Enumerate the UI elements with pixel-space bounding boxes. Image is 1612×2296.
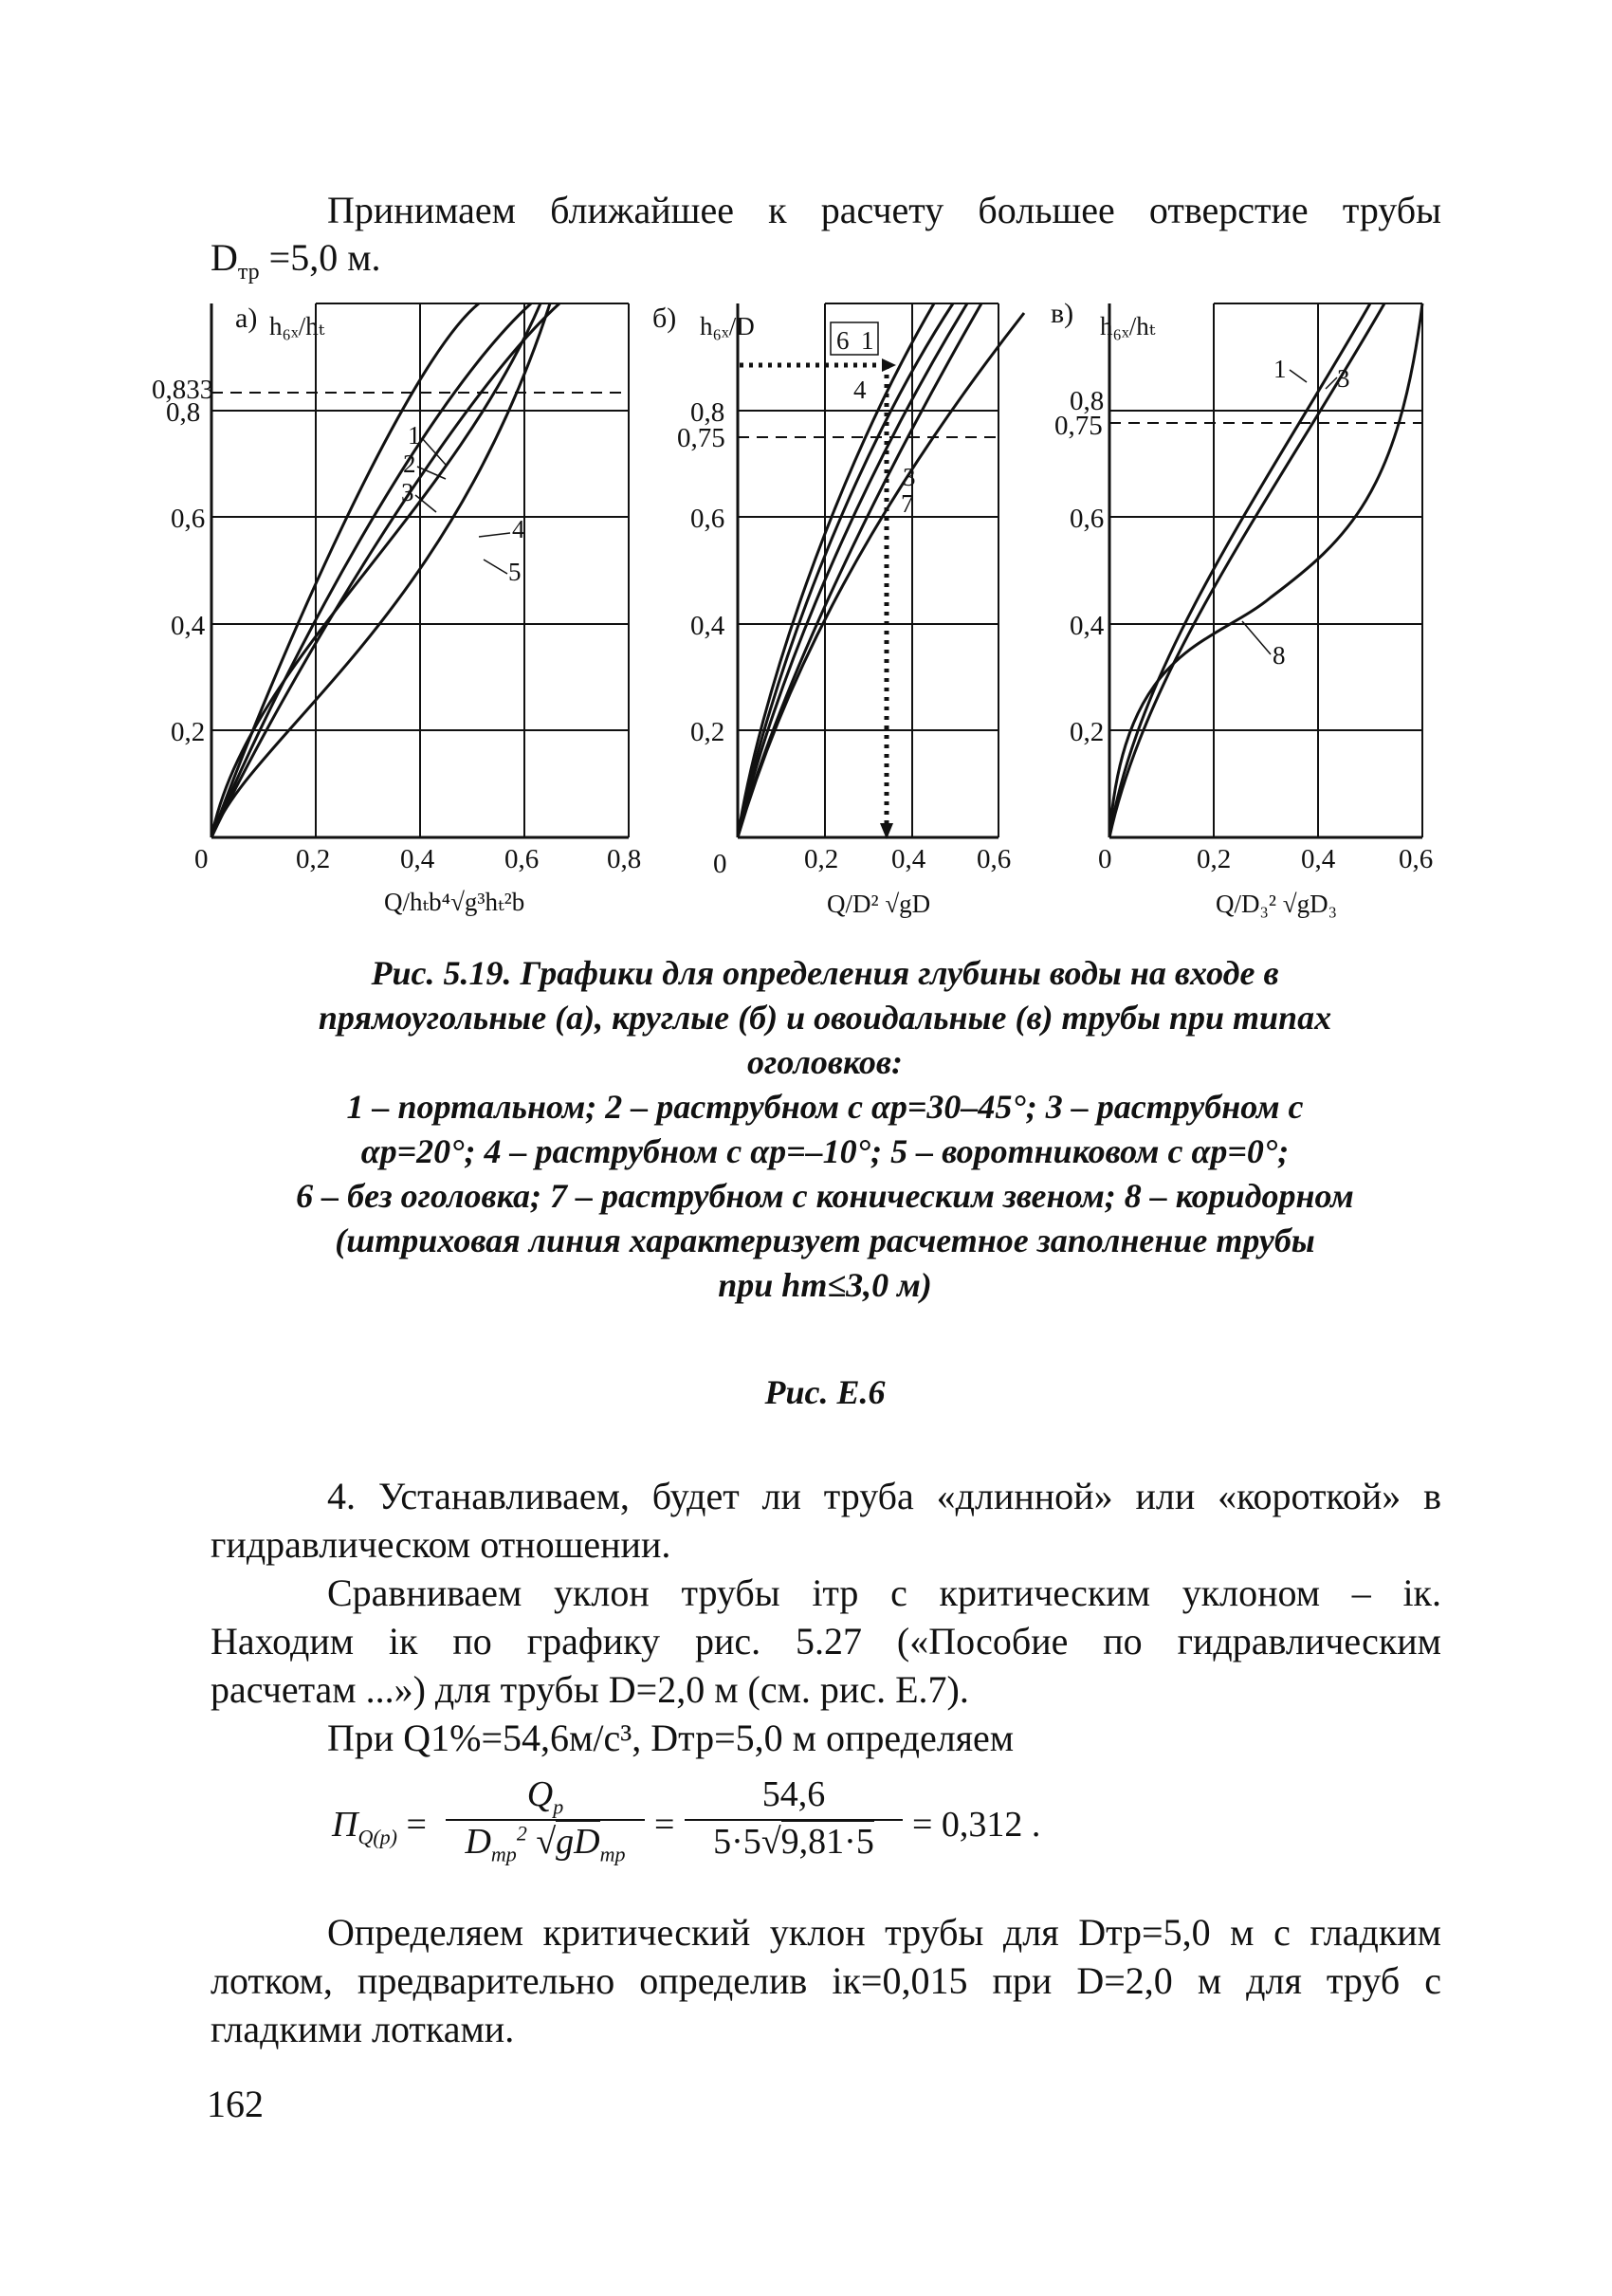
para-5-line-1: Сравниваем уклон трубы iтр с критическим уклоном – iк. — [327, 1571, 1441, 1614]
panel-b-xticks — [713, 844, 1011, 879]
panel-a-xtick-02: 0,2 — [296, 844, 331, 874]
formula-lhs — [332, 1804, 427, 1850]
panel-a-curves — [211, 303, 559, 837]
figure-caption-line-1: Рис. 5.19. Графики для определения глубины воды на входе в — [371, 954, 1279, 992]
figure-caption-line-3: оголовков: — [747, 1043, 903, 1081]
panel-a-xlabel: Q/hₜb⁴√g³hₜ²b — [384, 888, 525, 916]
figure-caption-line-7: (штриховая линия характеризует расчетное заполнение трубы — [335, 1221, 1315, 1259]
panel-a-ylabel: h₆ₓ/hₜ — [269, 312, 325, 340]
formula-frac1-den: $D_{тр}^2$ $√gD_{тр}$ — [465, 1821, 626, 1866]
panel-c-ytick-075: 0,75 — [1054, 411, 1103, 441]
formula-eq-1: = — [406, 1805, 427, 1845]
formula-lhs-sub: Q(p) — [357, 1825, 397, 1849]
intro-d: D — [211, 236, 238, 279]
panel-a-ytick-02: 0,2 — [171, 717, 206, 747]
intro-d-sub: тр — [237, 260, 260, 285]
panel-a-ytick-08: 0,8 — [166, 397, 201, 428]
panel-b-curves — [738, 303, 1024, 837]
panel-b-ytick-075: 0,75 — [677, 423, 725, 453]
formula-frac1-num: $Q_p$ — [526, 1774, 564, 1819]
formula-eq-2: = — [654, 1805, 675, 1845]
formula-fraction-2 — [685, 1773, 903, 1863]
panel-c-label-3: 3 — [1337, 364, 1350, 393]
panel-c-letter: в) — [1051, 298, 1074, 329]
panel-c-label-8: 8 — [1273, 641, 1286, 670]
panel-a-xticks — [194, 844, 641, 874]
panel-c-xtick-04: 0,4 — [1301, 844, 1336, 874]
panel-c — [1051, 298, 1433, 918]
figure-caption-line-8: при hт≤3,0 м) — [718, 1266, 932, 1304]
panel-a-letter: а) — [235, 303, 258, 334]
panel-b-label-1: 1 — [861, 326, 874, 355]
panel-a-xtick-0: 0 — [194, 844, 209, 874]
panel-b-xtick-02: 0,2 — [804, 844, 839, 874]
formula-lhs-symbol: П — [332, 1805, 358, 1845]
panel-b-xtick-06: 0,6 — [977, 844, 1012, 874]
panel-c-label-1: 1 — [1273, 355, 1287, 383]
panel-c-ylabel: h₆ₓ/hₜ — [1100, 312, 1156, 340]
panel-c-leaders — [1242, 370, 1337, 654]
figure-reference: Рис. Е.6 — [764, 1373, 886, 1411]
panel-b-label-7: 7 — [901, 489, 914, 518]
figure-caption-line-2: прямоугольные (а), круглые (б) и овоидальные (в) трубы при типах — [318, 999, 1332, 1037]
para-5-line-2: Находим iк по графику рис. 5.27 («Пособие по гидравлическим — [211, 1620, 1441, 1662]
panel-a-label-5: 5 — [508, 558, 522, 586]
para-4-line-1: 4. Устанавливаем, будет ли труба «длинной» или «короткой» в — [327, 1475, 1441, 1517]
para-6: При Q1%=54,6м/с³, Dтр=5,0 м определяем — [327, 1717, 1015, 1759]
panel-a-yticks — [152, 375, 213, 747]
panel-b-ytick-06: 0,6 — [690, 504, 725, 534]
panel-c-xlabel: Q/D₃² √gD₃ — [1216, 890, 1337, 918]
panel-b-yticks — [677, 397, 725, 747]
intro-value: =5,0 м. — [259, 236, 381, 279]
panel-a-xtick-04: 0,4 — [400, 844, 435, 874]
panel-b-label-6: 6 — [836, 326, 850, 355]
panel-a-label-1: 1 — [408, 421, 421, 450]
panel-a-label-4: 4 — [512, 515, 525, 543]
panel-a-xtick-06: 0,6 — [504, 844, 540, 874]
panel-b-xtick-04: 0,4 — [891, 844, 926, 874]
panel-c-yticks — [1054, 386, 1105, 747]
panel-b-letter: б) — [652, 303, 677, 334]
para-7-line-1: Определяем критический уклон трубы для Dтр=5,0 м с гладким — [327, 1911, 1441, 1954]
formula-frac2-den: 5·5√9,81·5 — [713, 1822, 874, 1862]
panel-b-ytick-04: 0,4 — [690, 611, 725, 641]
formula-fraction-1 — [446, 1773, 645, 1867]
page-number: 162 — [207, 2083, 264, 2125]
formula — [332, 1773, 1185, 1878]
panel-c-grid — [1109, 303, 1422, 837]
panel-c-xtick-06: 0,6 — [1399, 844, 1434, 874]
panel-a-label-3: 3 — [401, 478, 414, 506]
panel-a-xtick-08: 0,8 — [607, 844, 642, 874]
panel-c-xtick-02: 0,2 — [1197, 844, 1232, 874]
para-7-line-3: гладкими лотками. — [211, 2008, 515, 2050]
figure-caption-line-6: 6 – без оголовка; 7 – раструбном с коническим звеном; 8 – коридорном — [296, 1177, 1354, 1215]
panel-c-xtick-0: 0 — [1098, 844, 1112, 874]
panel-c-ytick-06: 0,6 — [1070, 504, 1105, 534]
panel-a-ytick-04: 0,4 — [171, 611, 206, 641]
panel-b — [652, 303, 1024, 918]
panel-b-ytick-02: 0,2 — [690, 717, 725, 747]
panel-c-ytick-02: 0,2 — [1070, 717, 1105, 747]
panel-c-ytick-08: 0,8 — [1070, 386, 1105, 416]
figure-caption-line-5: αр=20°; 4 – раструбном с αр=–10°; 5 – воротниковом с αр=0°; — [360, 1132, 1290, 1170]
formula-result: = 0,312 . — [912, 1805, 1041, 1845]
panel-b-xlabel: Q/D² √gD — [827, 890, 931, 918]
panel-a-ytick-06: 0,6 — [171, 504, 206, 534]
figure-caption-line-4: 1 – портальном; 2 – раструбном с αр=30–45°; 3 – раструбном с — [346, 1088, 1304, 1126]
panel-a — [152, 303, 641, 916]
intro-line-1: Принимаем ближайшее к расчету большее отверстие трубы — [327, 189, 1441, 231]
panel-b-ytick-08: 0,8 — [690, 397, 725, 428]
panel-c-curves — [1109, 303, 1422, 837]
panel-b-grid — [738, 303, 998, 837]
panel-b-label-4: 4 — [853, 376, 867, 404]
panel-a-ytick-0833: 0,833 — [152, 375, 214, 405]
panel-b-xtick-0: 0 — [713, 849, 727, 879]
panel-c-ytick-04: 0,4 — [1070, 611, 1105, 641]
para-4-line-2: гидравлическом отношении. — [211, 1523, 671, 1566]
panel-a-label-2: 2 — [403, 450, 416, 478]
para-7-line-2: лотком, предварительно определив iк=0,015 при D=2,0 м для труб с — [211, 1959, 1441, 2002]
panel-b-ylabel: h₆ₓ/D — [700, 312, 755, 340]
panel-b-label-3: 3 — [903, 463, 916, 491]
formula-frac2-num: 54,6 — [761, 1774, 826, 1814]
para-5-line-3: расчетам ...») для трубы D=2,0 м (см. рис. Е.7). — [211, 1668, 969, 1711]
panel-c-xticks — [1098, 844, 1433, 874]
